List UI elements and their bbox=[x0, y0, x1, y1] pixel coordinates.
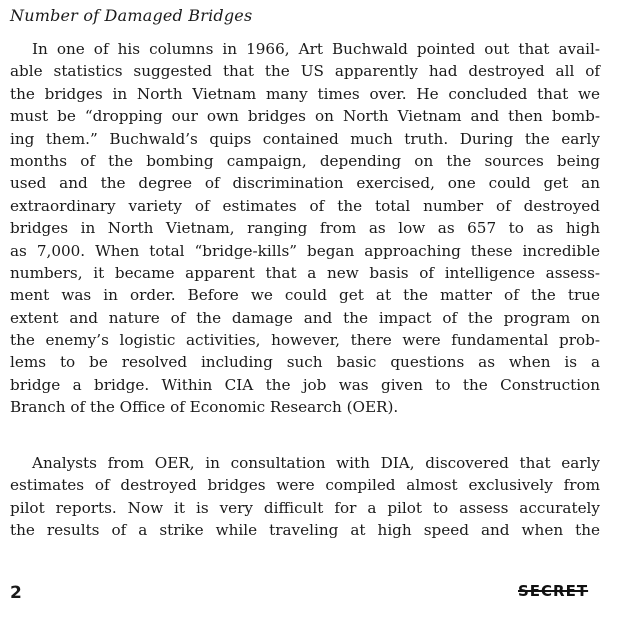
text-line: lems to be resolved including such basic questions as when is a bbox=[10, 353, 600, 372]
text-line: bridge a bridge. Within CIA the job was given to the Construction bbox=[10, 375, 600, 394]
text-line: Branch of the Office of Economic Research (OER). bbox=[10, 398, 399, 417]
paragraph-2 bbox=[10, 452, 600, 542]
page-number: 2 bbox=[10, 583, 22, 603]
text-line: the results of a strike while traveling at high speed and when the bbox=[10, 521, 600, 540]
text-line: able statistics suggested that the US apparently had destroyed all of bbox=[10, 62, 600, 81]
text-line: extent and nature of the damage and the impact of the program on bbox=[10, 308, 600, 327]
text-line: extraordinary variety of estimates of the total number of destroyed bbox=[10, 196, 600, 215]
text-line: numbers, it became apparent that a new basis of intelligence assess- bbox=[10, 263, 600, 282]
paragraph-1 bbox=[10, 38, 600, 419]
text-line: pilot reports. Now it is very difficult for a pilot to assess accurately bbox=[10, 498, 600, 517]
text-line: In one of his columns in 1966, Art Buchwald pointed out that avail- bbox=[32, 40, 600, 58]
text-line: the bridges in North Vietnam many times over. He concluded that we bbox=[10, 84, 600, 103]
text-line: must be “dropping our own bridges on North Vietnam and then bomb- bbox=[10, 107, 600, 126]
text-line: used and the degree of discrimination exercised, one could get an bbox=[10, 174, 600, 193]
text-line: as 7,000. When total “bridge-kills” began approaching these incredible bbox=[10, 241, 600, 260]
text-line: Analysts from OER, in consultation with DIA, discovered that early bbox=[32, 454, 600, 472]
text-line: estimates of destroyed bridges were compiled almost exclusively from bbox=[10, 476, 600, 495]
classification-marking: SECRET bbox=[518, 582, 589, 600]
text-line: ing them.” Buchwald’s quips contained much truth. During the early bbox=[10, 129, 600, 148]
text-line: ment was in order. Before we could get at the matter of the true bbox=[10, 286, 600, 305]
section-heading: Number of Damaged Bridges bbox=[10, 6, 253, 25]
text-line: the enemy’s logistic activities, however, there were fundamental prob- bbox=[10, 331, 600, 350]
text-line: months of the bombing campaign, depending on the sources being bbox=[10, 151, 600, 170]
text-line: bridges in North Vietnam, ranging from as low as 657 to as high bbox=[10, 219, 600, 238]
